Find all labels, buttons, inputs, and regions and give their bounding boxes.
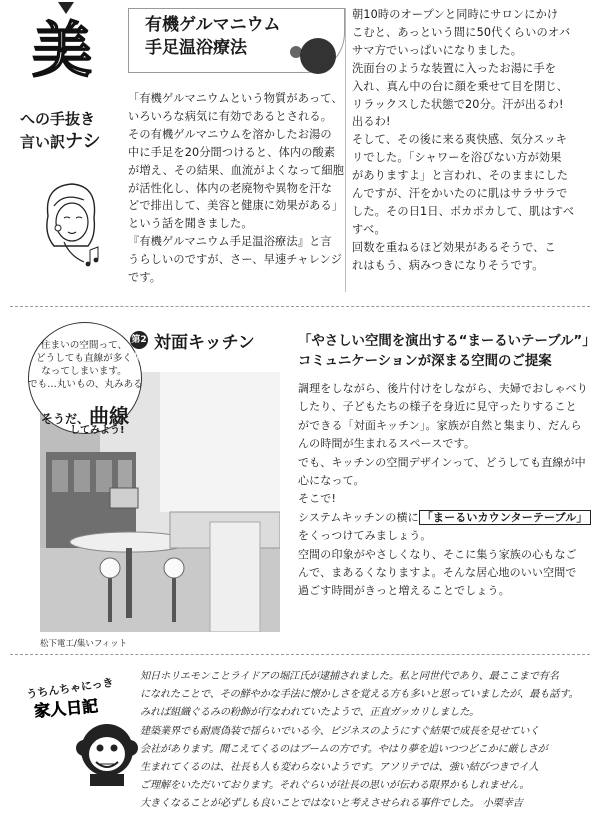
- kitchen-heading1: 「やさしい空間を演出する“まーるいテーブル”」: [298, 334, 596, 349]
- paragraph-line: 調理をしながら、後片付けをしながら、夫婦でおしゃべり: [298, 382, 588, 395]
- article-title-line1: 有機ゲルマニウム: [145, 15, 281, 35]
- paragraph-line: 入れ、真ん中の台に顔を乗せて目を閉じ、: [352, 79, 569, 93]
- paragraph-line: 過ごす時間がきっと増えることでしょう。: [298, 584, 510, 598]
- article-column-right: [352, 6, 592, 275]
- highlight-box: 「まーるいカウンターテーブル」: [419, 510, 591, 525]
- bubble-text-line: なってしまいます。: [41, 366, 127, 377]
- paragraph-line: 出るわ!: [352, 115, 391, 129]
- paragraph-line: んの時間が生まれるスペースです。: [298, 437, 475, 451]
- paragraph-line: 中に手足を20分間つけると、体内の酸素: [128, 145, 336, 159]
- episode-badge: 第2回: [130, 331, 148, 349]
- diary-line: 大きくなることが必ずしも良いことではないと考えさせられる事件でした。 小栗幸吉: [140, 798, 523, 810]
- photo-caption: 松下電工/集いフィット: [40, 639, 128, 649]
- diary-line: 知日ホリエモンことライドアの堀江氏が逮捕されました。私と同世代であり、最ここまで有名: [140, 671, 559, 682]
- bubble-text-line: でも…丸いもの、丸みある: [28, 379, 143, 390]
- paragraph-line: うらしいのですが、さー、早速チャレンジ: [128, 253, 343, 267]
- article-title-line2: 手足温浴療法: [145, 38, 247, 58]
- paragraph-line: すべ。: [352, 222, 386, 236]
- paragraph-line: 朝10時のオープンと同時にサロンにかけ: [352, 8, 559, 21]
- callout-text: そうだ、: [40, 412, 89, 426]
- section-divider: [10, 654, 590, 656]
- subtitle-text: 言い訳: [20, 133, 66, 151]
- paragraph-line: サマ方でいっぱいになりました。: [352, 43, 523, 57]
- callout-emphasis: 曲線: [89, 404, 129, 428]
- diary-kicker: うちんちゃにっき: [25, 675, 115, 702]
- diary-line: 会社があります。聞こえてくるのはブームの方です。やはり夢を追いつつどこかに厳しさが: [140, 743, 548, 755]
- beauty-kanji: 美: [32, 16, 92, 86]
- paragraph-line: リラックスした状態で20分。汗が出るわ!: [352, 97, 564, 111]
- paragraph-line: をくっつけてみましょう。: [298, 529, 432, 543]
- paragraph-line: その有機ゲルマニウムを溶かしたお湯の: [128, 127, 332, 141]
- paragraph-line: リでした。「シャワーを浴びない方が効果: [352, 151, 562, 165]
- paragraph-line: どで排出して、美容と健康に効果がある」: [128, 199, 344, 213]
- diary-line: 生まれてくるのは、社長も人も変わらないようです。アソリテでは、強い結びつきでイ人: [140, 762, 539, 774]
- paragraph-line: んですが、汗をかいたのに肌はサラサラで: [352, 187, 568, 201]
- paragraph-line: 空間の印象がやさしくなり、そこに集う家族の心もなご: [298, 547, 577, 561]
- column-subtitle-line1: への手抜き: [20, 110, 96, 128]
- diary-line: になれたことで、その鮮やかな手法に懐かしさを覚える方も多いと思っていましたが、最も話す。: [140, 689, 579, 701]
- woman-illustration: [34, 176, 106, 272]
- paragraph-line: ができる「対面キッチン」。家族が自然と集まり、だんら: [298, 418, 582, 432]
- paragraph-line: 洗面台のような装置に入ったお湯に手を: [352, 61, 557, 75]
- diary-title: 家人日記: [33, 696, 99, 721]
- subtitle-emphasis: ナシ: [65, 131, 101, 152]
- bubble-callout-end: してみよう!: [70, 425, 125, 436]
- paragraph-line: した。その日1日、ポカポカして、肌はすべ: [352, 204, 575, 218]
- paragraph-line: でも、キッチンの空間デザインって、どうしても直線が中: [298, 455, 586, 469]
- paragraph-line: 心になって。: [298, 474, 365, 488]
- paragraph-line: いろいろな病気に有効であるとされる。: [128, 109, 333, 123]
- diary-line: 建築業界でも耐震偽装で揺らいでいる今、ビジネスのようにすぐ結果で成長を見せていく: [140, 725, 540, 737]
- paragraph-line: んで、まあるくなりますよ。そんな居心地のいい空間で: [298, 566, 577, 580]
- paragraph-line: 『有機ゲルマニウム手足温浴療法』と言: [128, 235, 332, 249]
- monkey-illustration: [74, 718, 140, 786]
- paragraph-line: したり、子どもたちの様子を身近に見守ったりすること: [298, 400, 577, 414]
- triangle-marker: [58, 2, 74, 14]
- diary-line: ご理解をいただいております。それぐらいが社長の思いが伝わる限界かもしれません。: [140, 780, 530, 792]
- column-divider: [345, 8, 346, 292]
- bubble-text-line: 住まいの空間って、: [40, 340, 128, 351]
- paragraph-line: が増え、その結果、血流がよくなって細胞: [128, 163, 345, 177]
- kitchen-body: [298, 380, 592, 601]
- diary-line: みれば組織ぐるみの粉飾が行なわれていたようで、正直ガッカリしました。: [140, 707, 480, 719]
- bubble-text-line: どうしても直線が多く: [36, 353, 132, 364]
- diary-text: [140, 668, 592, 814]
- highlight-prefix: システムキッチンの横に: [298, 510, 419, 524]
- section-divider: [10, 306, 590, 308]
- kitchen-title: 対面キッチン: [154, 333, 255, 353]
- paragraph-line: がありますよ」と言われ、そのままにした: [352, 169, 569, 183]
- highlight-line: [298, 509, 592, 527]
- paragraph-line: こむと、あっという間に50代くらいのオバ: [352, 25, 571, 39]
- paragraph-line: そして、その後に来る爽快感、気分スッキ: [352, 133, 568, 147]
- paragraph-line: という話を聞きました。: [128, 217, 253, 231]
- paragraph-line: れはもう、病みつきになりそうです。: [352, 258, 544, 272]
- paragraph-line: 回数を重ねるほど効果があるそうで、こ: [352, 240, 556, 254]
- column-subtitle-line2: [20, 127, 101, 153]
- paragraph-line: です。: [128, 271, 162, 285]
- paragraph-line: が活性化し、体内の老廃物や異物を汗な: [128, 181, 333, 195]
- paragraph-line: そこで!: [298, 492, 337, 506]
- decorative-circle: [300, 38, 336, 74]
- article-column-left: [128, 90, 345, 287]
- kitchen-heading2: コミュニケーションが深まる空間のご提案: [298, 354, 552, 369]
- paragraph-line: 「有機ゲルマニウムという物質があって、: [128, 92, 343, 105]
